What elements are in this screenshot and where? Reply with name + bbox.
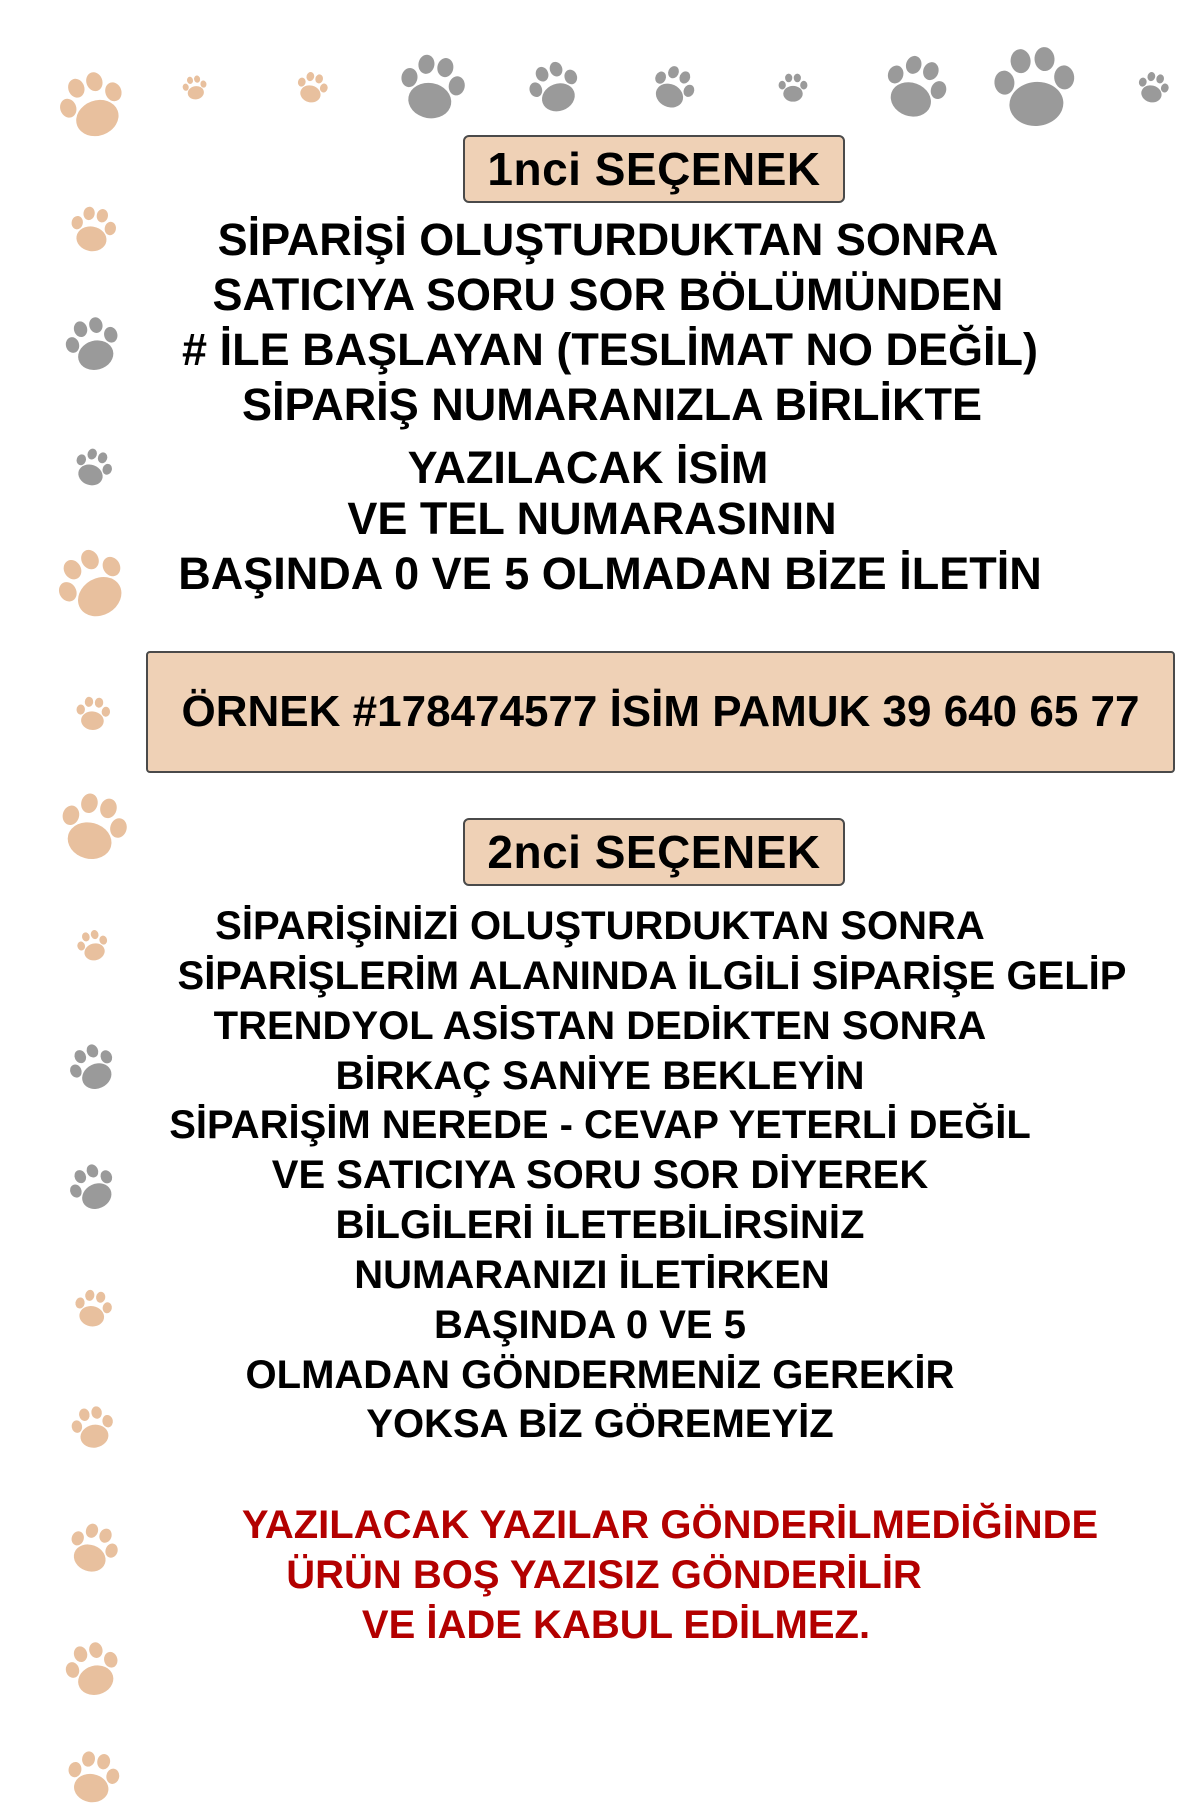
option1-line: SİPARİŞ NUMARANIZLA BİRLİKTE [242,379,982,430]
option2-line: TRENDYOL ASİSTAN DEDİKTEN SONRA [213,1004,987,1048]
option1-title: 1nci SEÇENEK [487,143,821,195]
option2-line: NUMARANIZI İLETİRKEN [354,1253,830,1297]
option2-title-box [463,818,845,886]
option1-line: # İLE BAŞLAYAN (TESLİMAT NO DEĞİL) [182,324,1038,375]
option2-line: OLMADAN GÖNDERMENİZ GEREKİR [245,1353,955,1397]
paw-print-icon [386,42,479,135]
paw-print-icon [775,70,811,106]
paw-print-icon [866,39,963,136]
paw-print-icon [638,53,707,122]
option2-line: SİPARİŞİM NEREDE - CEVAP YETERLİ DEĞİL [169,1103,1031,1147]
paw-print-icon [42,55,145,158]
paw-print-icon [515,48,594,127]
option2-line: BİLGİLERİ İLETEBİLİRSİNİZ [335,1203,865,1247]
paw-print-icon [178,71,213,106]
option2-line: VE SATICIYA SORU SOR DİYEREK [271,1153,929,1197]
option2-title: 2nci SEÇENEK [487,826,821,878]
paw-print-icon [981,34,1089,142]
option1-line: SİPARİŞİ OLUŞTURDUKTAN SONRA [217,214,999,265]
option2-line: SİPARİŞLERİM ALANINDA İLGİLİ SİPARİŞE GELİP [177,954,1127,998]
warning-line: YAZILACAK YAZILAR GÖNDERİLMEDİĞİNDE [241,1503,1099,1547]
option2-line: YOKSA BİZ GÖREMEYİZ [366,1402,834,1446]
paw-print-icon [1130,65,1177,112]
paw-print-icon [70,691,116,737]
warning-line: VE İADE KABUL EDİLMEZ. [361,1603,871,1647]
paw-print-icon [289,65,336,112]
option1-title-box [463,135,845,203]
paw-print-icon [43,778,143,878]
option2-line: BAŞINDA 0 VE 5 [434,1303,746,1347]
option2-line: BİRKAÇ SANİYE BEKLEYİN [335,1054,865,1098]
option2-line: SİPARİŞİNİZİ OLUŞTURDUKTAN SONRA [215,904,985,948]
paw-print-icon [56,1741,130,1815]
option1-line: BAŞINDA 0 VE 5 OLMADAN BİZE İLETİN [178,548,1042,599]
warning-line: ÜRÜN BOŞ YAZISIZ GÖNDERİLİR [286,1553,922,1597]
option1-line: YAZILACAK İSİM [407,442,769,493]
example-text: ÖRNEK #178474577 İSİM PAMUK 39 640 65 77 [181,687,1140,736]
option1-line: SATICIYA SORU SOR BÖLÜMÜNDEN [212,269,1004,320]
option1-line: VE TEL NUMARASININ [347,493,837,544]
example-box [146,651,1175,773]
